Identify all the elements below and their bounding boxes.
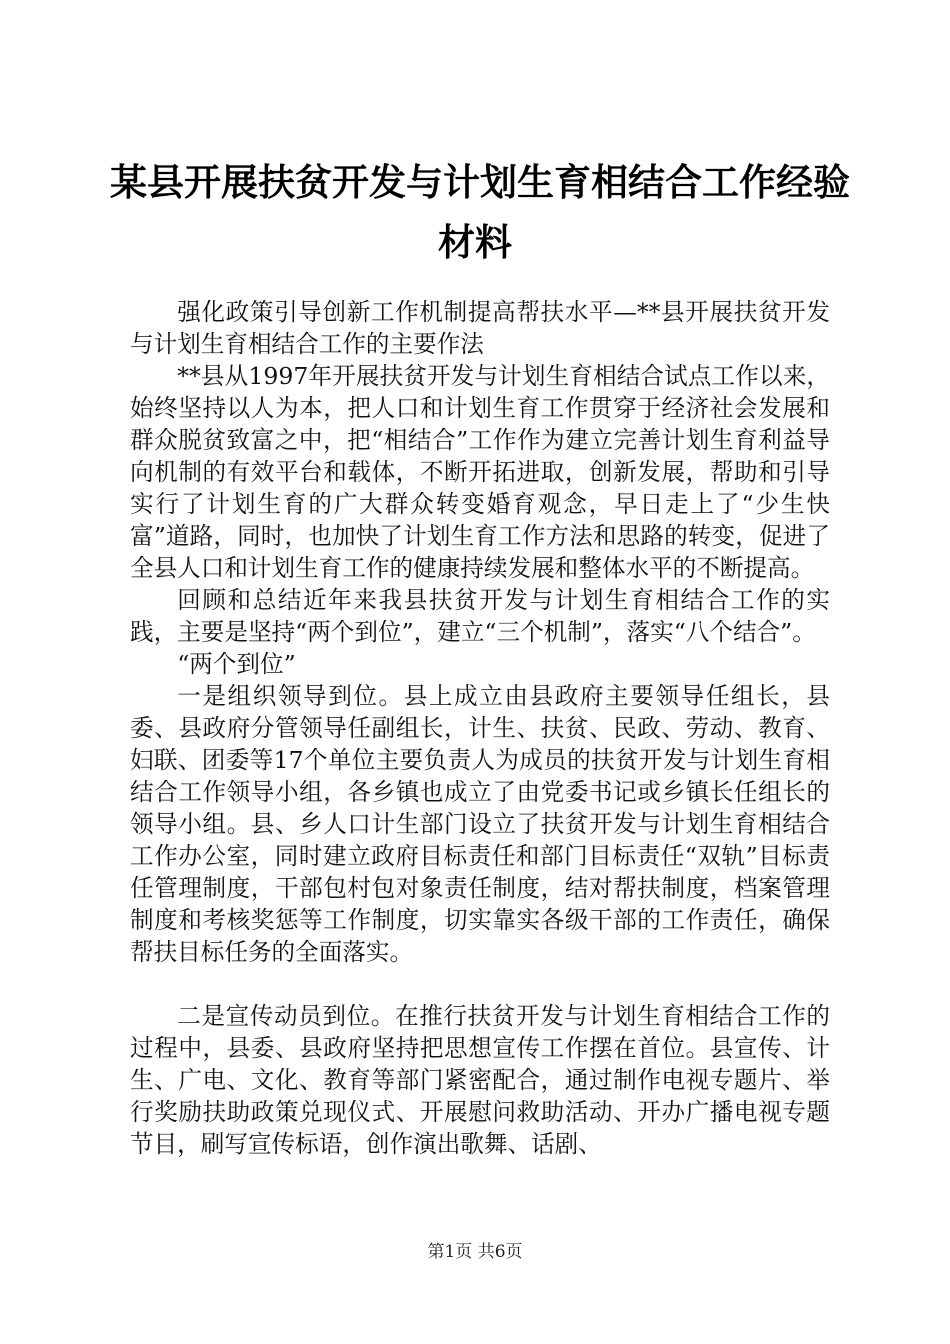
document-title-line-1: 某县开展扶贫开发与计划生育相结合工作经验	[110, 160, 850, 204]
paragraph-summary: 回顾和总结近年来我县扶贫开发与计划生育相结合工作的实践，主要是坚持“两个到位”，建立“三个机制”，落实“八个结合”。	[130, 586, 830, 646]
paragraph-intro: **县从1997年开展扶贫开发与计划生育相结合试点工作以来，始终坚持以人为本，把人口和计划生育工作贯穿于经济社会发展和群众脱贫致富之中，把“相结合”工作作为建立完善计划生育利益导向机制的有效平台和载体，不断开拓进取，创新发展，帮助和引导实行了计划生育的广大群众转变婚育观念，早日走上了“少生快富”道路，同时，也加快了计划生育工作方法和思路的转变，促进了全县人口和计划生育工作的健康持续发展和整体水平的不断提高。	[130, 362, 830, 582]
paragraph-publicity: 二是宣传动员到位。在推行扶贫开发与计划生育相结合工作的过程中，县委、县政府坚持把思想宣传工作摆在首位。县宣传、计生、广电、文化、教育等部门紧密配合，通过制作电视专题片、举行奖励扶助政策兑现仪式、开展慰问救助活动、开办广播电视专题节目，刷写宣传标语，创作演出歌舞、话剧、	[130, 1002, 830, 1158]
paragraph-subtitle: 强化政策引导创新工作机制提高帮扶水平—**县开展扶贫开发与计划生育相结合工作的主要作法	[130, 298, 830, 358]
section-heading: “两个到位”	[177, 650, 296, 678]
document-body	[130, 296, 830, 1160]
page-number: 第1页 共6页	[427, 1242, 523, 1262]
document-title-line-2: 材料	[438, 220, 512, 264]
paragraph-organization: 一是组织领导到位。县上成立由县政府主要领导任组长，县委、县政府分管领导任副组长，计生、扶贫、民政、劳动、教育、妇联、团委等17个单位主要负责人为成员的扶贫开发与计划生育相结合工作领导小组，各乡镇也成立了由党委书记或乡镇长任组长的领导小组。县、乡人口计生部门设立了扶贫开发与计划生育相结合工作办公室，同时建立政府目标责任和部门目标责任“双轨”目标责任管理制度，干部包村包对象责任制度，结对帮扶制度，档案管理制度和考核奖惩等工作制度，切实靠实各级干部的工作责任，确保帮扶目标任务的全面落实。	[130, 682, 830, 966]
